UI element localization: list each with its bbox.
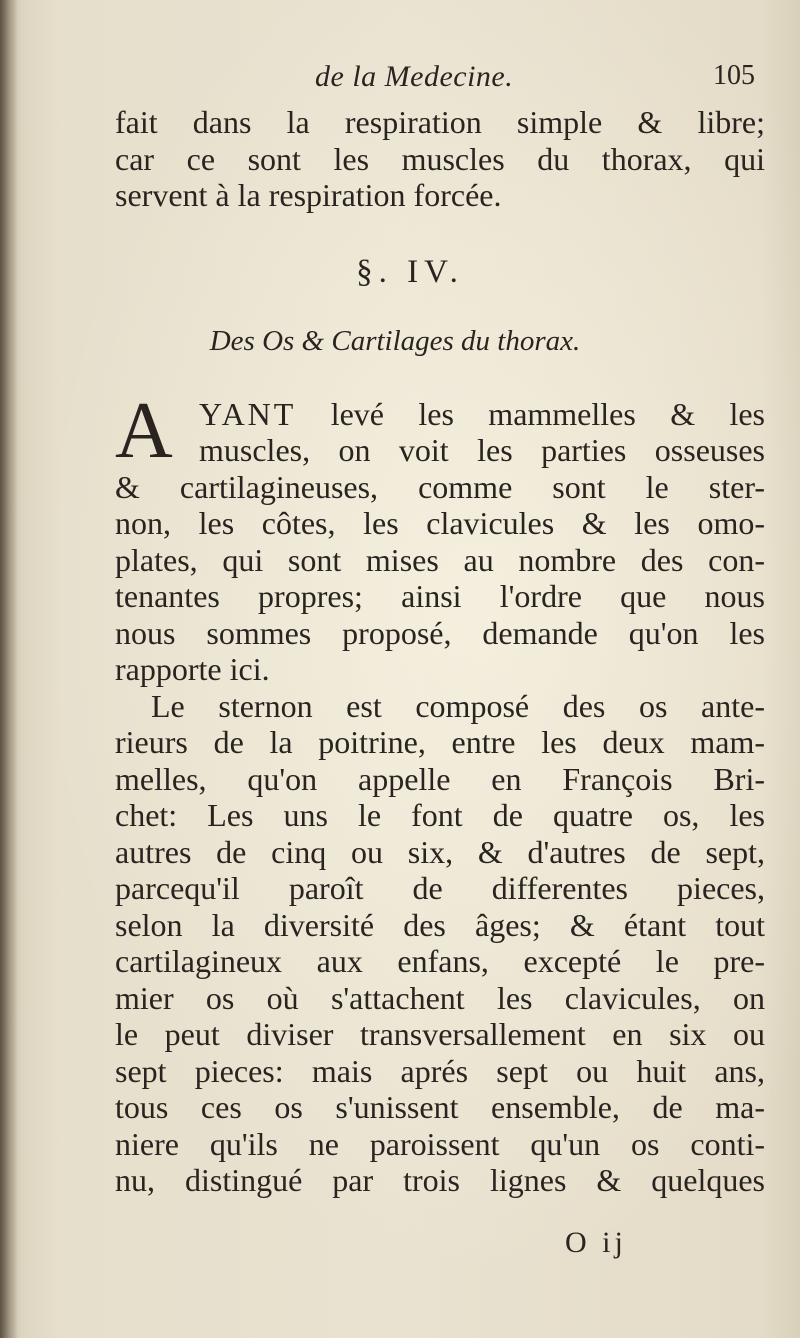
text-line: mier os où s'attachent les clavicules, on [115, 979, 765, 1016]
first-line-rest: levé les mammelles & les [330, 395, 765, 432]
text-line: parcequ'il paroît de differentes pieces, [115, 870, 765, 906]
paragraph-1 [115, 386, 765, 688]
first-word: YANT [199, 395, 297, 432]
text-line: nu, distingué par trois lignes & quelques [115, 1162, 765, 1198]
text-line: tenantes propres; ainsi l'ordre que nous [115, 578, 765, 614]
page-number: 105 [713, 60, 755, 91]
text-line: niere qu'ils ne paroissent qu'un os conti- [115, 1125, 765, 1162]
text-line: melles, qu'on appelle en François Bri- [115, 760, 765, 797]
page-header [115, 60, 765, 104]
text-line [115, 396, 765, 433]
running-title: de la Medecine. [315, 60, 514, 93]
text-line: fait dans la respiration simple & libre; [115, 104, 765, 140]
text-line: Le sternon est composé des os ante- [151, 687, 765, 724]
text-line: tous ces os s'unissent ensemble, de ma- [115, 1089, 765, 1125]
text-line: autres de cinq ou six, & d'autres de sept, [115, 833, 765, 870]
paragraph-2 [115, 688, 765, 1199]
continued-paragraph [115, 104, 765, 214]
section-number: §. IV. [356, 253, 464, 290]
text-line: chet: Les uns le font de quatre os, les [115, 797, 765, 833]
text-line: rapporte ici. [115, 651, 270, 687]
text-line: sept pieces: mais aprés sept ou huit ans, [115, 1052, 765, 1089]
text-line: muscles, on voit les parties osseuses [199, 432, 765, 468]
section-title: Des Os & Cartilages du thorax. [209, 324, 581, 357]
text-line: nous sommes proposé, demande qu'on les [115, 614, 765, 651]
spine-shadow [0, 0, 18, 1338]
text-line: & cartilagineuses, comme sont le ster- [115, 468, 765, 505]
text-line: non, les côtes, les clavicules & les omo- [115, 505, 765, 541]
page-text [115, 60, 765, 1199]
text-line: plates, qui sont mises au nombre des con- [115, 541, 765, 578]
signature-mark: O ij [565, 1226, 627, 1259]
text-line: servent à la respiration forcée. [115, 177, 502, 213]
text-line: cartilagineux aux enfans, excepté le pre- [115, 943, 765, 979]
text-line: le peut diviser transversallement en six ou [115, 1016, 765, 1052]
drop-cap: A [115, 386, 173, 475]
text-line: car ce sont les muscles du thorax, qui [115, 140, 765, 177]
text-line: selon la diversité des âges; & étant tout [115, 906, 765, 943]
text-line: rieurs de la poitrine, entre les deux mam- [115, 724, 765, 760]
